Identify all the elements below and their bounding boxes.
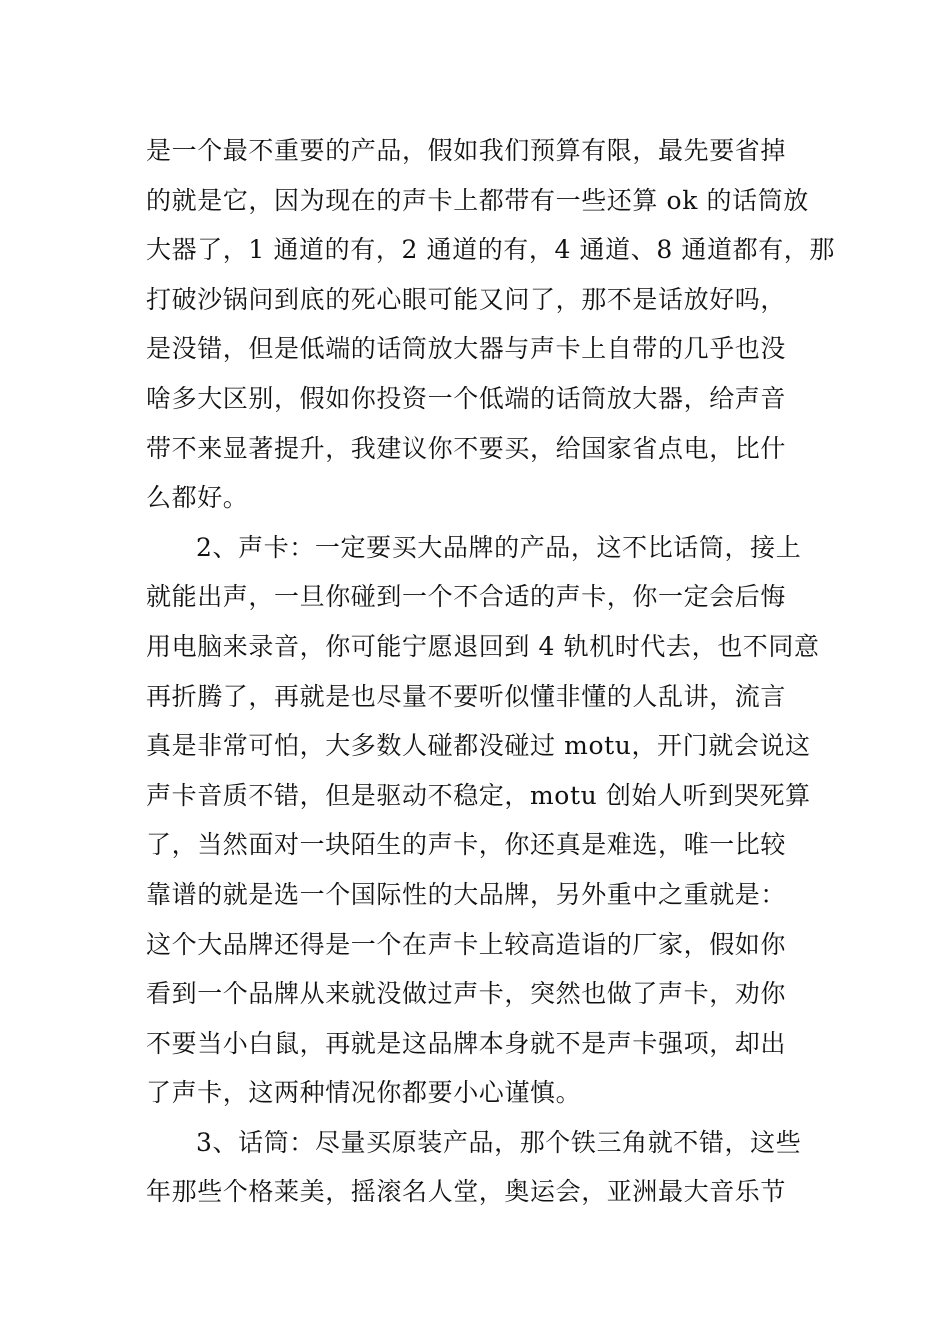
text-line-18: 看到一个品牌从来就没做过声卡，突然也做了声卡，劝你	[146, 979, 787, 1009]
text-line-9: 2、声卡：一定要买大品牌的产品，这不比话筒，接上	[196, 532, 802, 562]
text-line-10: 就能出声，一旦你碰到一个不合适的声卡，你一定会后悔	[146, 582, 787, 612]
text-line-13: 真是非常可怕，大多数人碰都没碰过 motu，开门就会说这	[146, 731, 811, 761]
body-text	[146, 126, 836, 1217]
text-line-1: 是一个最不重要的产品，假如我们预算有限，最先要省掉	[146, 136, 787, 165]
text-line-15: 了，当然面对一块陌生的声卡，你还真是难选，唯一比较	[146, 830, 787, 860]
text-line-12: 再折腾了，再就是也尽量不要听似懂非懂的人乱讲，流言	[146, 681, 787, 711]
text-line-7: 带不来显著提升，我建议你不要买，给国家省点电，比什	[146, 433, 787, 463]
text-line-4: 打破沙锅问到底的死心眼可能又问了，那不是话放好吗，	[146, 284, 787, 314]
text-line-21: 3、话筒：尽量买原装产品，那个铁三角就不错，这些	[196, 1127, 802, 1157]
text-line-22: 年那些个格莱美，摇滚名人堂，奥运会，亚洲最大音乐节	[146, 1177, 787, 1207]
text-line-3: 大器了，1 通道的有，2 通道的有，4 通道、8 通道都有，那	[146, 235, 836, 265]
text-line-17: 这个大品牌还得是一个在声卡上较高造诣的厂家，假如你	[146, 929, 787, 959]
text-line-14: 声卡音质不错，但是驱动不稳定，motu 创始人听到哭死算	[146, 780, 811, 810]
text-line-2: 的就是它，因为现在的声卡上都带有一些还算 ok 的话筒放	[146, 185, 809, 215]
text-line-19: 不要当小白鼠，再就是这品牌本身就不是声卡强项，却出	[146, 1028, 787, 1058]
text-line-20: 了声卡，这两种情况你都要小心谨慎。	[146, 1078, 582, 1108]
text-line-5: 是没错，但是低端的话筒放大器与声卡上自带的几乎也没	[146, 334, 787, 364]
text-line-8: 么都好。	[146, 483, 249, 513]
text-line-11: 用电脑来录音，你可能宁愿退回到 4 轨机时代去，也不同意	[146, 631, 820, 661]
text-line-16: 靠谱的就是选一个国际性的大品牌，另外重中之重就是：	[146, 879, 787, 909]
text-line-6: 啥多大区别，假如你投资一个低端的话筒放大器，给声音	[146, 383, 787, 413]
